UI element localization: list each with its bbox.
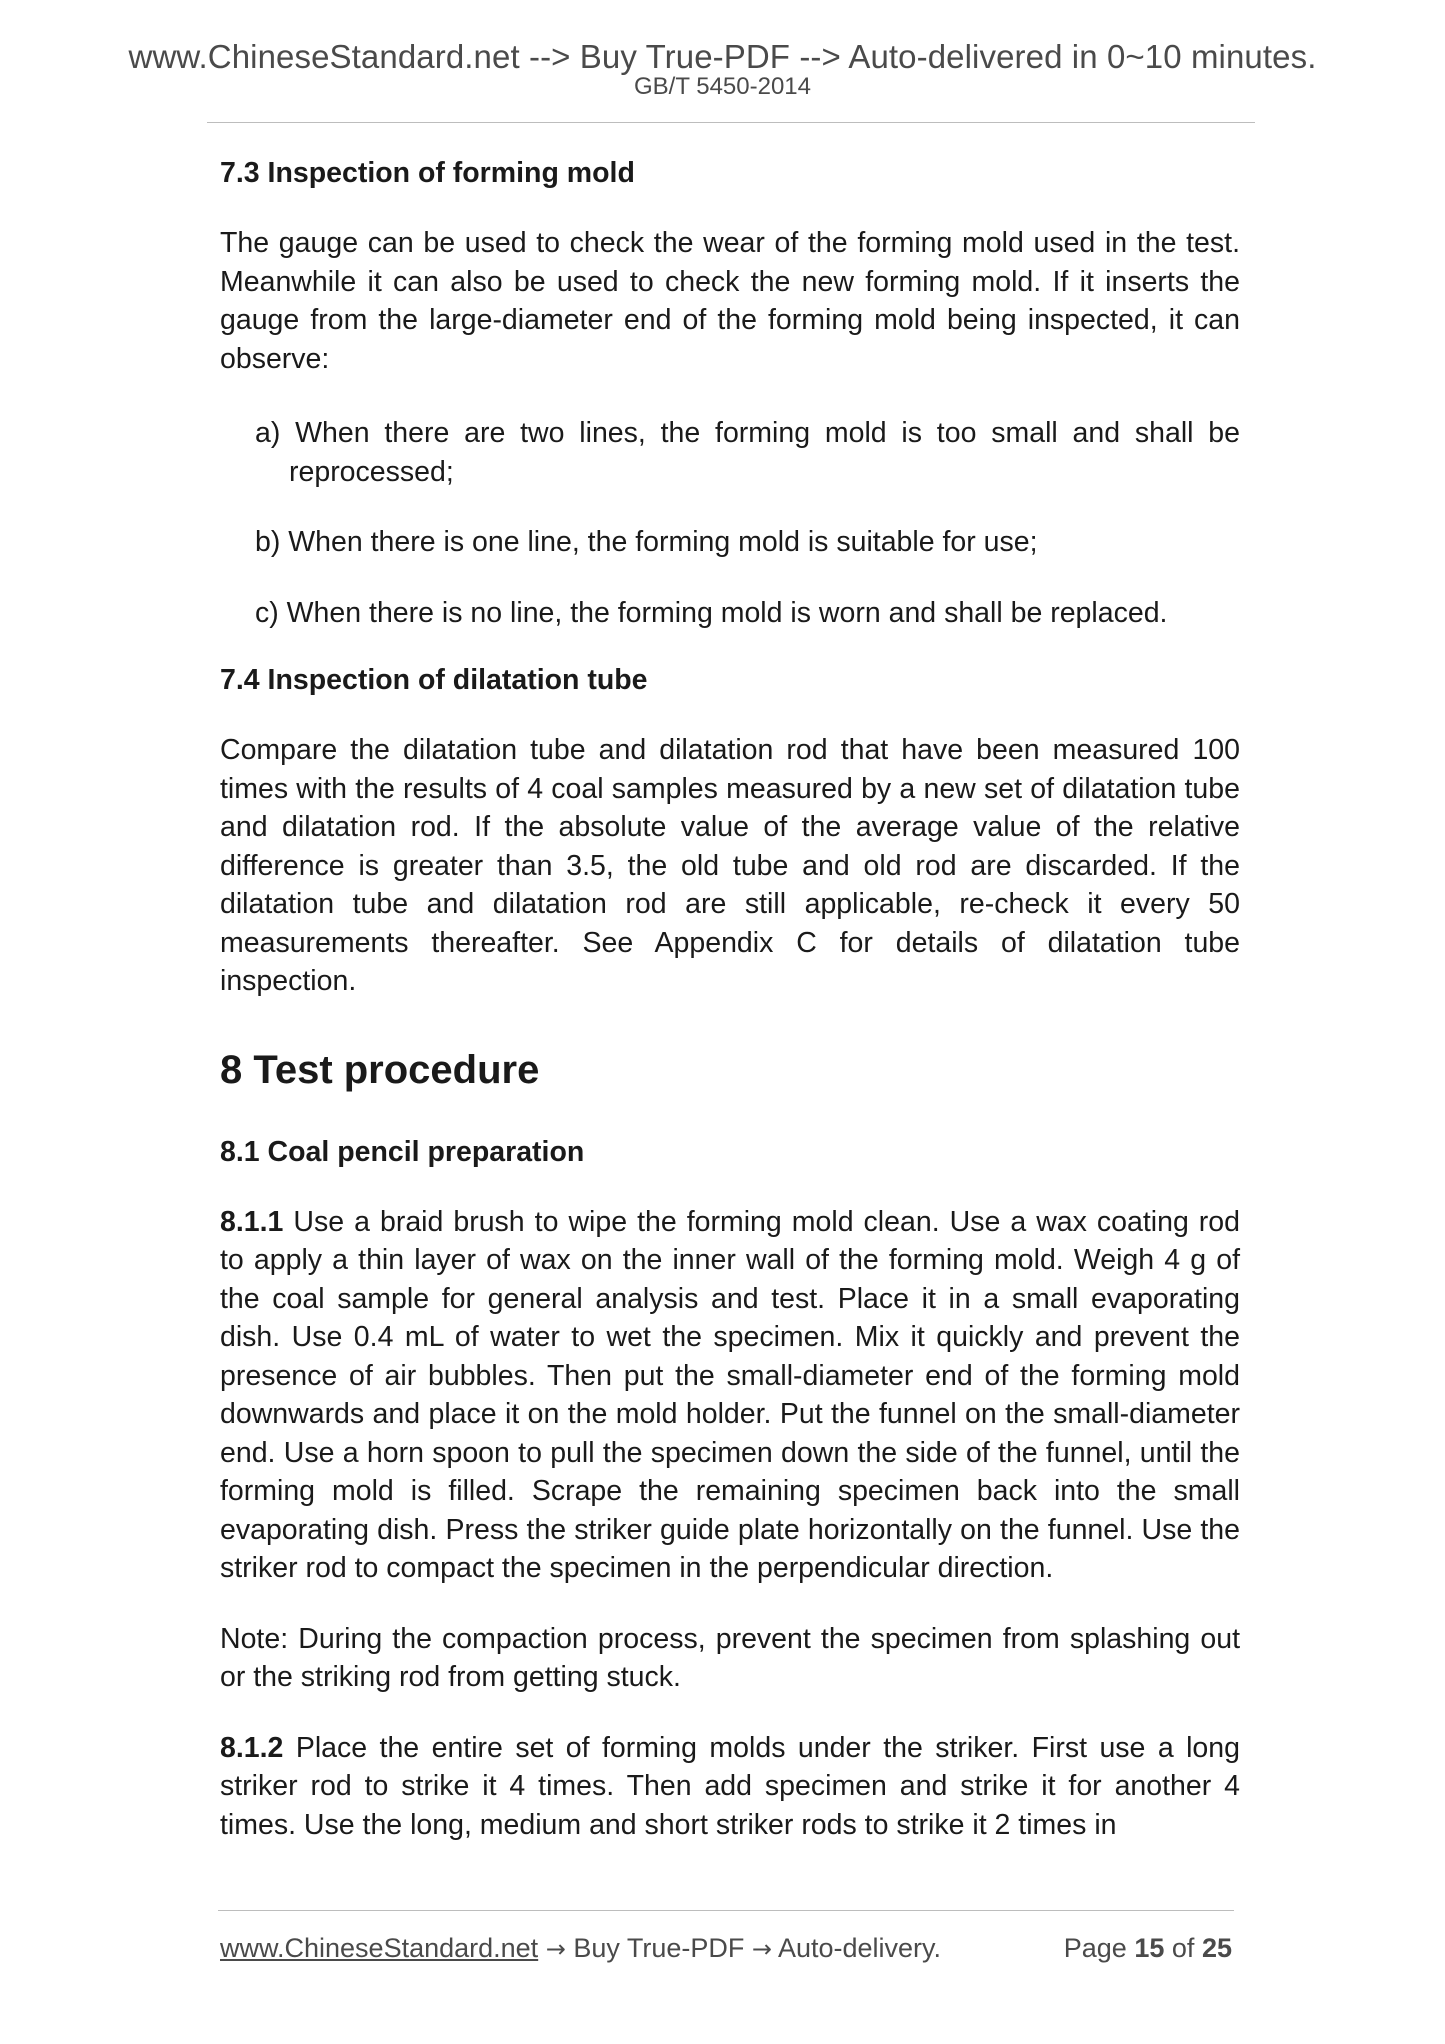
paragraph-7-4: Compare the dilatation tube and dilatation rod that have been measured 100 times with the results of 4 coal samples measured by a new set of dilatation tube and dilatation rod. If the absolute value of the average value of the relative difference is greater than 3.5, the old tube and old rod are discarded. If the dilatation tube and dilatation rod are still applicable, re-check it every 50 measurements thereafter. See Appendix C for details of dilatation tube inspection. [220,734,1240,997]
paragraph-7-3-intro: The gauge can be used to check the wear of the forming mold used in the test. Meanwhile it can also be used to check the new forming mold. If it inserts the gauge from the large-diameter end of the forming mold being inspected, it can observe: [220,227,1240,375]
clause-number-8-1-2: 8.1.2 [220,1731,284,1764]
header-divider [207,122,1255,123]
standard-code: GB/T 5450-2014 [633,73,811,100]
paragraph-8-1-1 [220,1203,1240,1588]
list-item-a: a) When there are two lines, the forming mold is too small and shall be reprocessed; [255,417,1240,488]
header-banner[interactable]: www.ChineseStandard.net --> Buy True-PDF --> Auto-delivered in 0~10 minutes. [128,38,1317,75]
list-item-c: c) When there is no line, the forming mold is worn and shall be replaced. [255,596,1168,629]
footer-delivery-text: Auto-delivery. [771,1933,942,1963]
footer-divider [218,1910,1234,1911]
footer-site-link[interactable]: www.ChineseStandard.net [220,1933,539,1963]
page-label: Page [1063,1933,1127,1963]
clause-text-8-1-1: Use a braid brush to wipe the forming mold clean. Use a wax coating rod to apply a thin layer of wax on the inner wall of the forming mold. Weigh 4 g of the coal sample for general analysis and test. Place it in a small evaporating dish. Use 0.4 mL of water to wet the specimen. Mix it quickly and prevent the presence of air bubbles. Then put the small-diameter end of the forming mold downwards and place it on the mold holder. Put the funnel on the small-diameter end. Use a horn spoon to pull the specimen down the side of the funnel, until the forming mold is filled. Scrape the remaining specimen back into the small evaporating dish. Press the striker guide plate horizontally on the funnel. Use the striker rod to compact the specimen in the perpendicular direction. [220,1205,1240,1584]
note-paragraph: Note: During the compaction process, prevent the specimen from splashing out or the striking rod from getting stuck. [220,1622,1240,1693]
page-indicator [1064,1931,1232,1965]
page-number: 15 [1134,1933,1165,1963]
clause-number-8-1-1: 8.1.1 [220,1205,284,1238]
heading-7-3: 7.3 Inspection of forming mold [220,157,635,189]
arrow-right-icon: → [751,1935,772,1963]
heading-8-1: 8.1 Coal pencil preparation [220,1135,585,1168]
of-label: of [1171,1933,1195,1963]
total-pages: 25 [1201,1933,1232,1963]
clause-text-8-1-2: Place the entire set of forming molds under the striker. First use a long striker rod to strike it 4 times. Then add specimen and strike it for another 4 times. Use the long, medium and short striker rods to strike it 2 times in [220,1731,1240,1841]
footer-buy-text: Buy True-PDF [565,1933,752,1963]
heading-7-4: 7.4 Inspection of dilatation tube [220,664,648,696]
arrow-right-icon: → [545,1935,566,1963]
footer-links [220,1931,941,1966]
page-content [220,154,1240,1844]
paragraph-8-1-2 [220,1729,1240,1845]
list-item-b: b) When there is one line, the forming mold is suitable for use; [255,526,1038,558]
heading-8: 8 Test procedure [220,1047,540,1092]
